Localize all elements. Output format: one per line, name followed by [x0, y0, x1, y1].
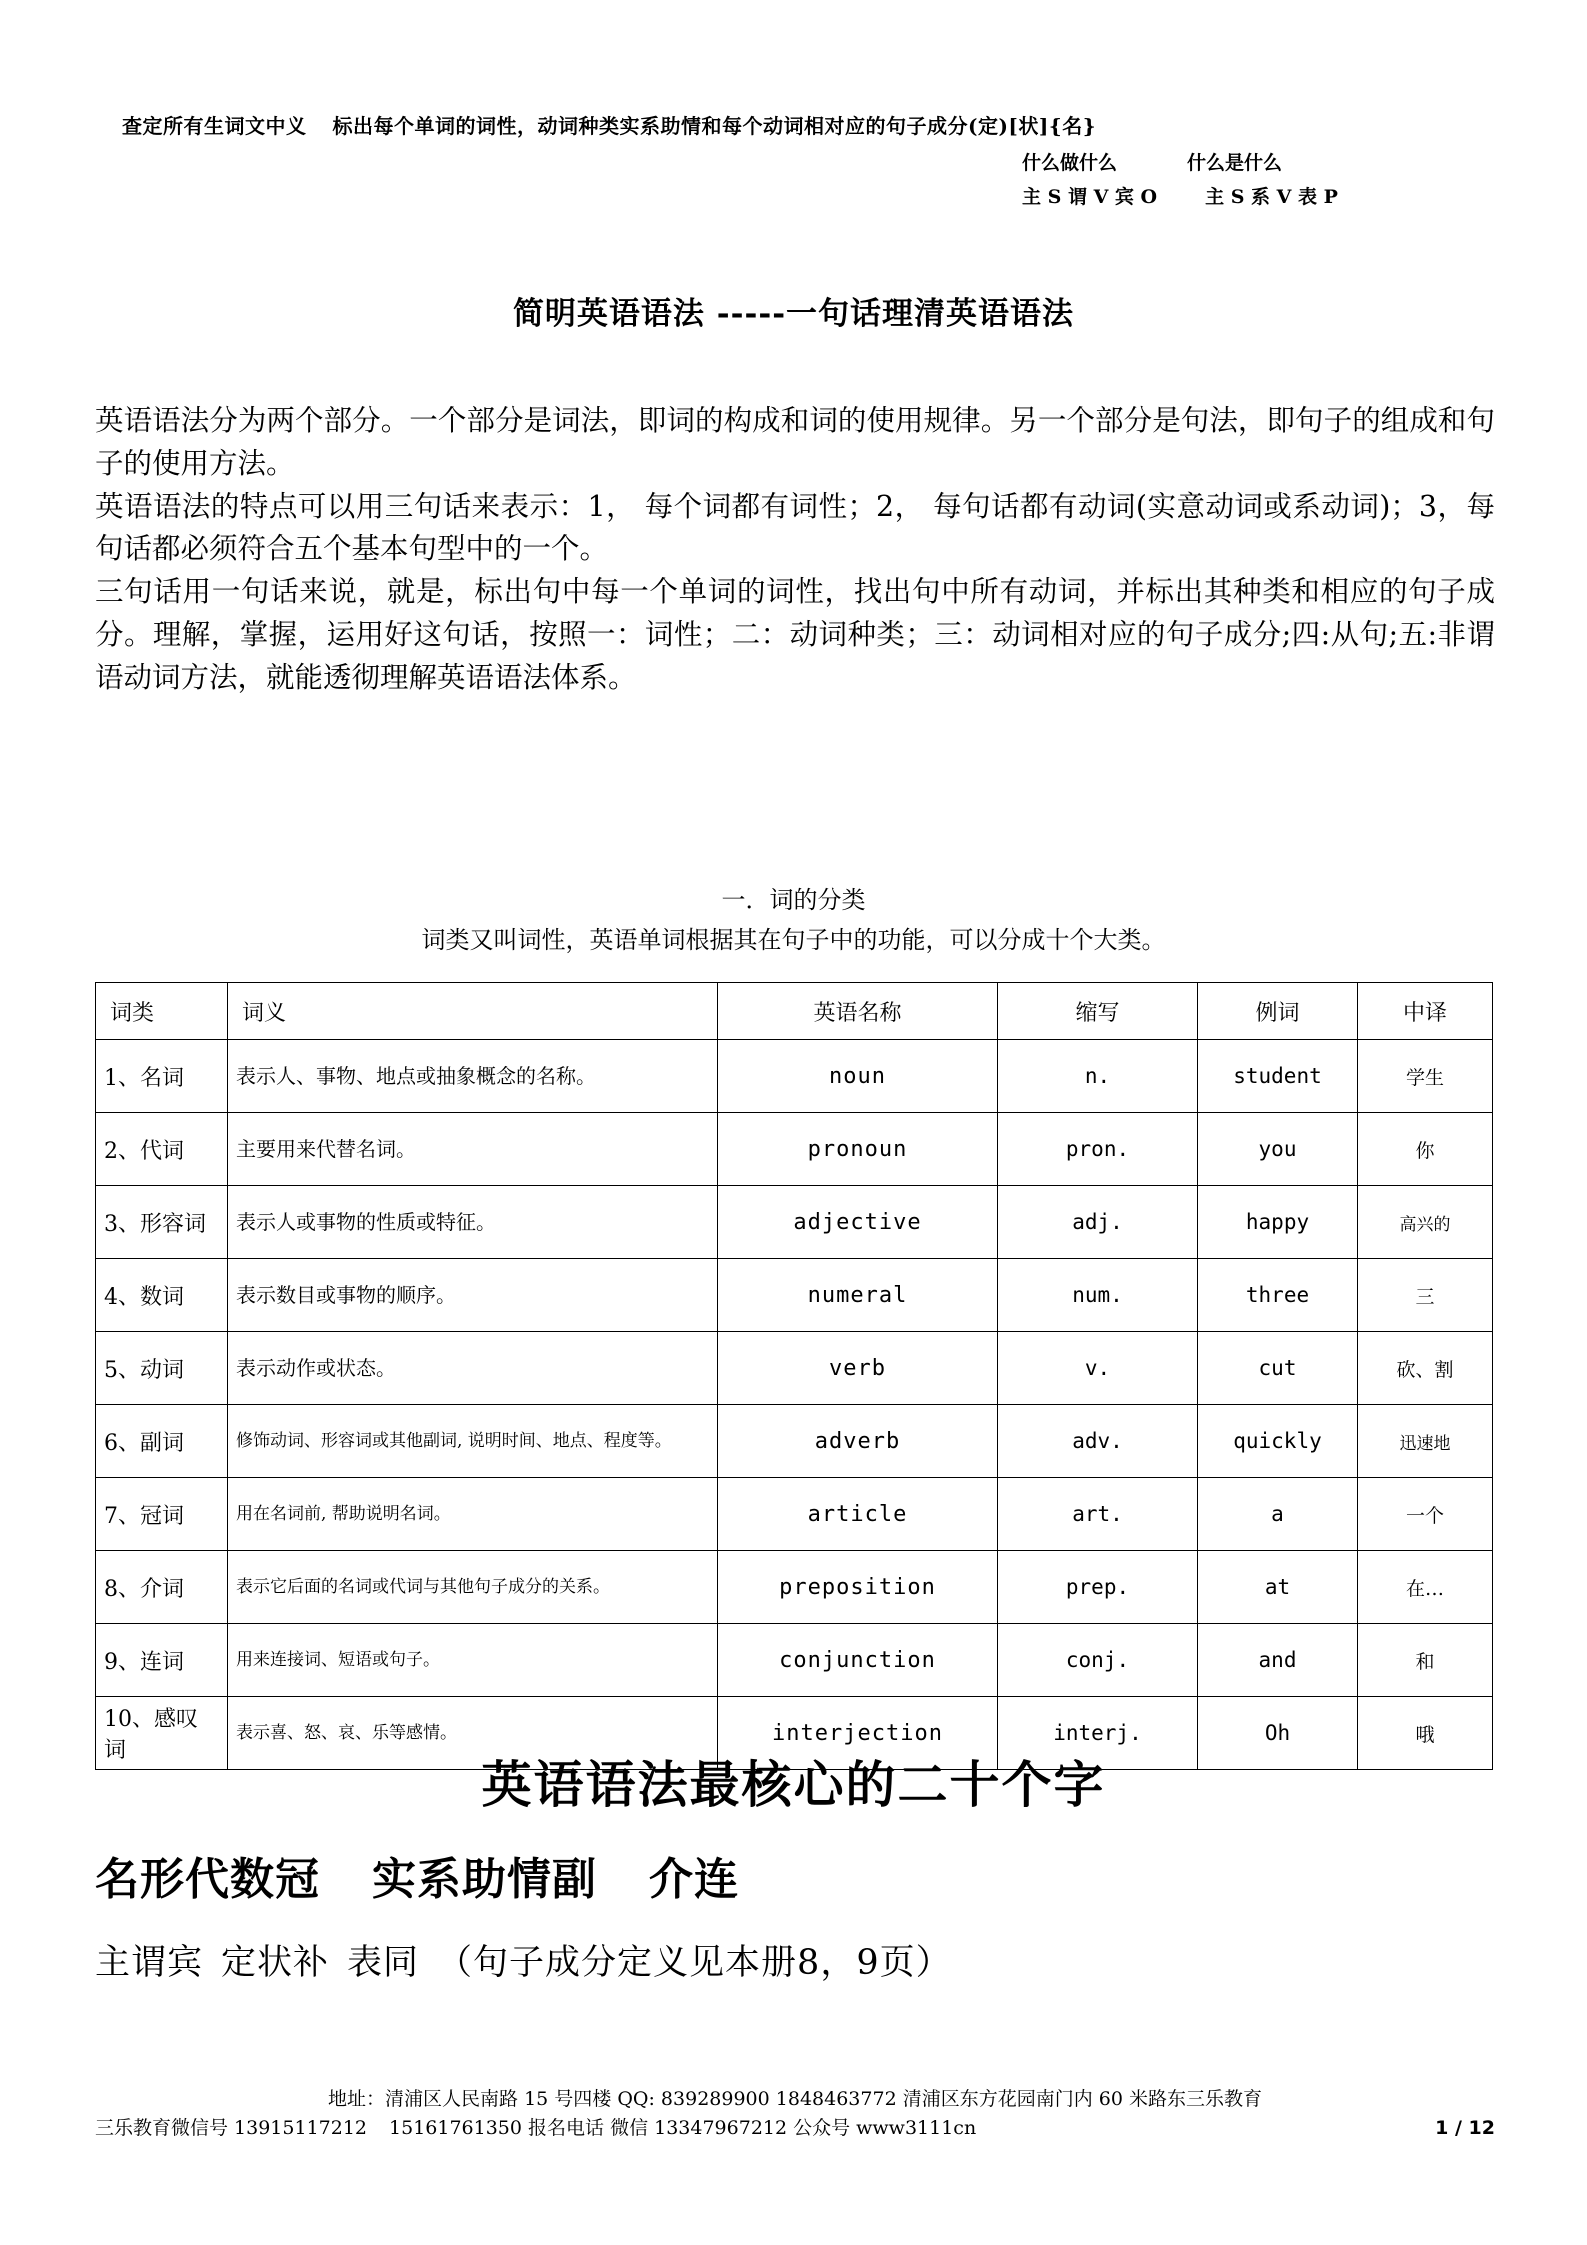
- cell-translation: 学生: [1358, 1040, 1493, 1113]
- column-header-category: 词类: [96, 983, 228, 1040]
- cell-translation: 迅速地: [1358, 1405, 1493, 1478]
- cell-definition: 表示人或事物的性质或特征。: [228, 1186, 718, 1259]
- cell-example: Oh: [1198, 1697, 1358, 1770]
- cell-abbr: num.: [998, 1259, 1198, 1332]
- cell-translation: 哦: [1358, 1697, 1493, 1770]
- column-header-definition: 词义: [228, 983, 718, 1040]
- cell-category: 9、连词: [96, 1624, 228, 1697]
- column-header-abbr: 缩写: [998, 983, 1198, 1040]
- cell-translation: 和: [1358, 1624, 1493, 1697]
- table-row: [96, 1040, 1493, 1113]
- table-row: [96, 1186, 1493, 1259]
- cell-definition: 表示人、事物、地点或抽象概念的名称。: [228, 1040, 718, 1113]
- cell-translation: 在…: [1358, 1551, 1493, 1624]
- cell-abbr: prep.: [998, 1551, 1198, 1624]
- table-header-row: [96, 983, 1493, 1040]
- cell-english: article: [718, 1478, 998, 1551]
- cell-category: 7、冠词: [96, 1478, 228, 1551]
- header-annotation-line1: [122, 110, 1482, 139]
- header-annotation: [122, 110, 1482, 209]
- cell-english: verb: [718, 1332, 998, 1405]
- body-paragraph-3: 三句话用一句话来说，就是，标出句中每一个单词的词性，找出句中所有动词，并标出其种类和相应的句子成分。理解，掌握，运用好这句话，按照一：词性；二：动词种类；三：动词相对应的句子成分;四:从句;五:非谓语动词方法，就能透彻理解英语语法体系。: [95, 575, 1495, 694]
- cell-abbr: pron.: [998, 1113, 1198, 1186]
- cell-translation: 三: [1358, 1259, 1493, 1332]
- cell-category: 4、数词: [96, 1259, 228, 1332]
- core-sentence-elements-1: 主谓宾: [95, 1943, 204, 1983]
- cell-example: quickly: [1198, 1405, 1358, 1478]
- table-row: [96, 1332, 1493, 1405]
- cell-definition: 主要用来代替名词。: [228, 1113, 718, 1186]
- body-text: [95, 400, 1495, 699]
- cell-example: student: [1198, 1040, 1358, 1113]
- cell-abbr: adj.: [998, 1186, 1198, 1259]
- cell-english: adjective: [718, 1186, 998, 1259]
- cell-translation: 砍、割: [1358, 1332, 1493, 1405]
- cell-definition: 修饰动词、形容词或其他副词, 说明时间、地点、程度等。: [228, 1405, 718, 1478]
- core-sentence-elements-3: 表同: [347, 1943, 420, 1983]
- cell-abbr: v.: [998, 1332, 1198, 1405]
- cell-english: conjunction: [718, 1624, 998, 1697]
- table-row: [96, 1624, 1493, 1697]
- cell-definition: 表示喜、怒、哀、乐等感情。: [228, 1697, 718, 1770]
- cell-definition: 用在名词前, 帮助说明名词。: [228, 1478, 718, 1551]
- cell-abbr: art.: [998, 1478, 1198, 1551]
- header-annotation-segment-b: 标出每个单词的词性，动词种类实系助情和每个动词相对应的句子成分(定)[状]{名}: [332, 114, 1097, 138]
- page-title: 简明英语语法 -----一句话理清英语语法: [512, 296, 1075, 332]
- cell-category: 6、副词: [96, 1405, 228, 1478]
- table-row: [96, 1405, 1493, 1478]
- cell-abbr: adv.: [998, 1405, 1198, 1478]
- section-subheading: 词类又叫词性，英语单词根据其在句子中的功能，可以分成十个大类。: [421, 926, 1166, 954]
- cell-abbr: conj.: [998, 1624, 1198, 1697]
- cell-abbr: n.: [998, 1040, 1198, 1113]
- parts-of-speech-table: [95, 982, 1493, 1770]
- body-paragraph-2: 英语语法的特点可以用三句话来表示：1， 每个词都有词性；2， 每句话都有动词(实意动词或系动词)；3，每句话都必须符合五个基本句型中的一个。: [95, 489, 1495, 566]
- cell-english: preposition: [718, 1551, 998, 1624]
- cell-category: 1、名词: [96, 1040, 228, 1113]
- body-paragraph-1: 英语语法分为两个部分。一个部分是词法，即词的构成和词的使用规律。另一个部分是句法，即句子的组成和句子的使用方法。: [95, 404, 1495, 480]
- cell-example: three: [1198, 1259, 1358, 1332]
- cell-category: 8、介词: [96, 1551, 228, 1624]
- table-row: [96, 1478, 1493, 1551]
- core-group-1: 名形代数冠: [95, 1854, 320, 1905]
- cell-example: you: [1198, 1113, 1358, 1186]
- core-line-2: [95, 1935, 1495, 1985]
- cell-example: and: [1198, 1624, 1358, 1697]
- cell-definition: 表示数目或事物的顺序。: [228, 1259, 718, 1332]
- cell-definition: 表示它后面的名词或代词与其他句子成分的关系。: [228, 1551, 718, 1624]
- cell-definition: 表示动作或状态。: [228, 1332, 718, 1405]
- cell-english: adverb: [718, 1405, 998, 1478]
- table-row: [96, 1259, 1493, 1332]
- core-group-3: 介连: [649, 1854, 739, 1905]
- column-header-english: 英语名称: [718, 983, 998, 1040]
- core-sentence-note: （句子成分定义见本册8，9页）: [437, 1943, 952, 1983]
- header-annotation-line2: [122, 148, 1482, 175]
- header-annotation-svo: 主 S 谓 V 宾 O: [1022, 186, 1158, 208]
- header-annotation-svp: 主 S 系 V 表 P: [1205, 186, 1338, 208]
- page-footer: [95, 2085, 1495, 2144]
- cell-english: pronoun: [718, 1113, 998, 1186]
- cell-translation: 你: [1358, 1113, 1493, 1186]
- table-row: [96, 1113, 1493, 1186]
- footer-address-line: 地址：清浦区人民南路 15 号四楼 QQ: 839289900 1848463772 清浦区东方花园南门内 60 米路东三乐教育: [328, 2088, 1262, 2110]
- cell-abbr: interj.: [998, 1697, 1198, 1770]
- cell-category: 5、动词: [96, 1332, 228, 1405]
- cell-translation: 一个: [1358, 1478, 1493, 1551]
- cell-example: at: [1198, 1551, 1358, 1624]
- footer-contact-line: [95, 2114, 1495, 2143]
- cell-category: 3、形容词: [96, 1186, 228, 1259]
- header-annotation-what-is-what: 什么是什么: [1187, 152, 1283, 174]
- core-line-1: [95, 1843, 1495, 1907]
- cell-translation: 高兴的: [1358, 1186, 1493, 1259]
- core-group-2: 实系助情副: [372, 1854, 597, 1905]
- cell-category: 10、感叹词: [96, 1697, 228, 1770]
- cell-example: happy: [1198, 1186, 1358, 1259]
- cell-english: noun: [718, 1040, 998, 1113]
- footer-wechat-id: 三乐教育微信号 13915117212: [95, 2117, 368, 2140]
- cell-definition: 用来连接词、短语或句子。: [228, 1624, 718, 1697]
- table-row: [96, 1551, 1493, 1624]
- section-heading: 一．词的分类: [721, 886, 866, 914]
- cell-category: 2、代词: [96, 1113, 228, 1186]
- column-header-example: 例词: [1198, 983, 1358, 1040]
- cell-example: cut: [1198, 1332, 1358, 1405]
- column-header-translation: 中译: [1358, 983, 1493, 1040]
- cell-english: numeral: [718, 1259, 998, 1332]
- cell-english: interjection: [718, 1697, 998, 1770]
- header-annotation-segment-a: 查定所有生词文中义: [122, 114, 307, 138]
- header-annotation-line3: [122, 182, 1482, 209]
- page-number: 1 / 12: [1435, 2117, 1495, 2140]
- footer-phone-info: 15161761350 报名电话 微信 13347967212 公众号 www3111cn: [389, 2117, 977, 2140]
- core-heading: 英语语法最核心的二十个字: [481, 1755, 1106, 1814]
- cell-example: a: [1198, 1478, 1358, 1551]
- header-annotation-what-does-what: 什么做什么: [1022, 152, 1118, 174]
- core-sentence-elements-2: 定状补: [221, 1943, 330, 1983]
